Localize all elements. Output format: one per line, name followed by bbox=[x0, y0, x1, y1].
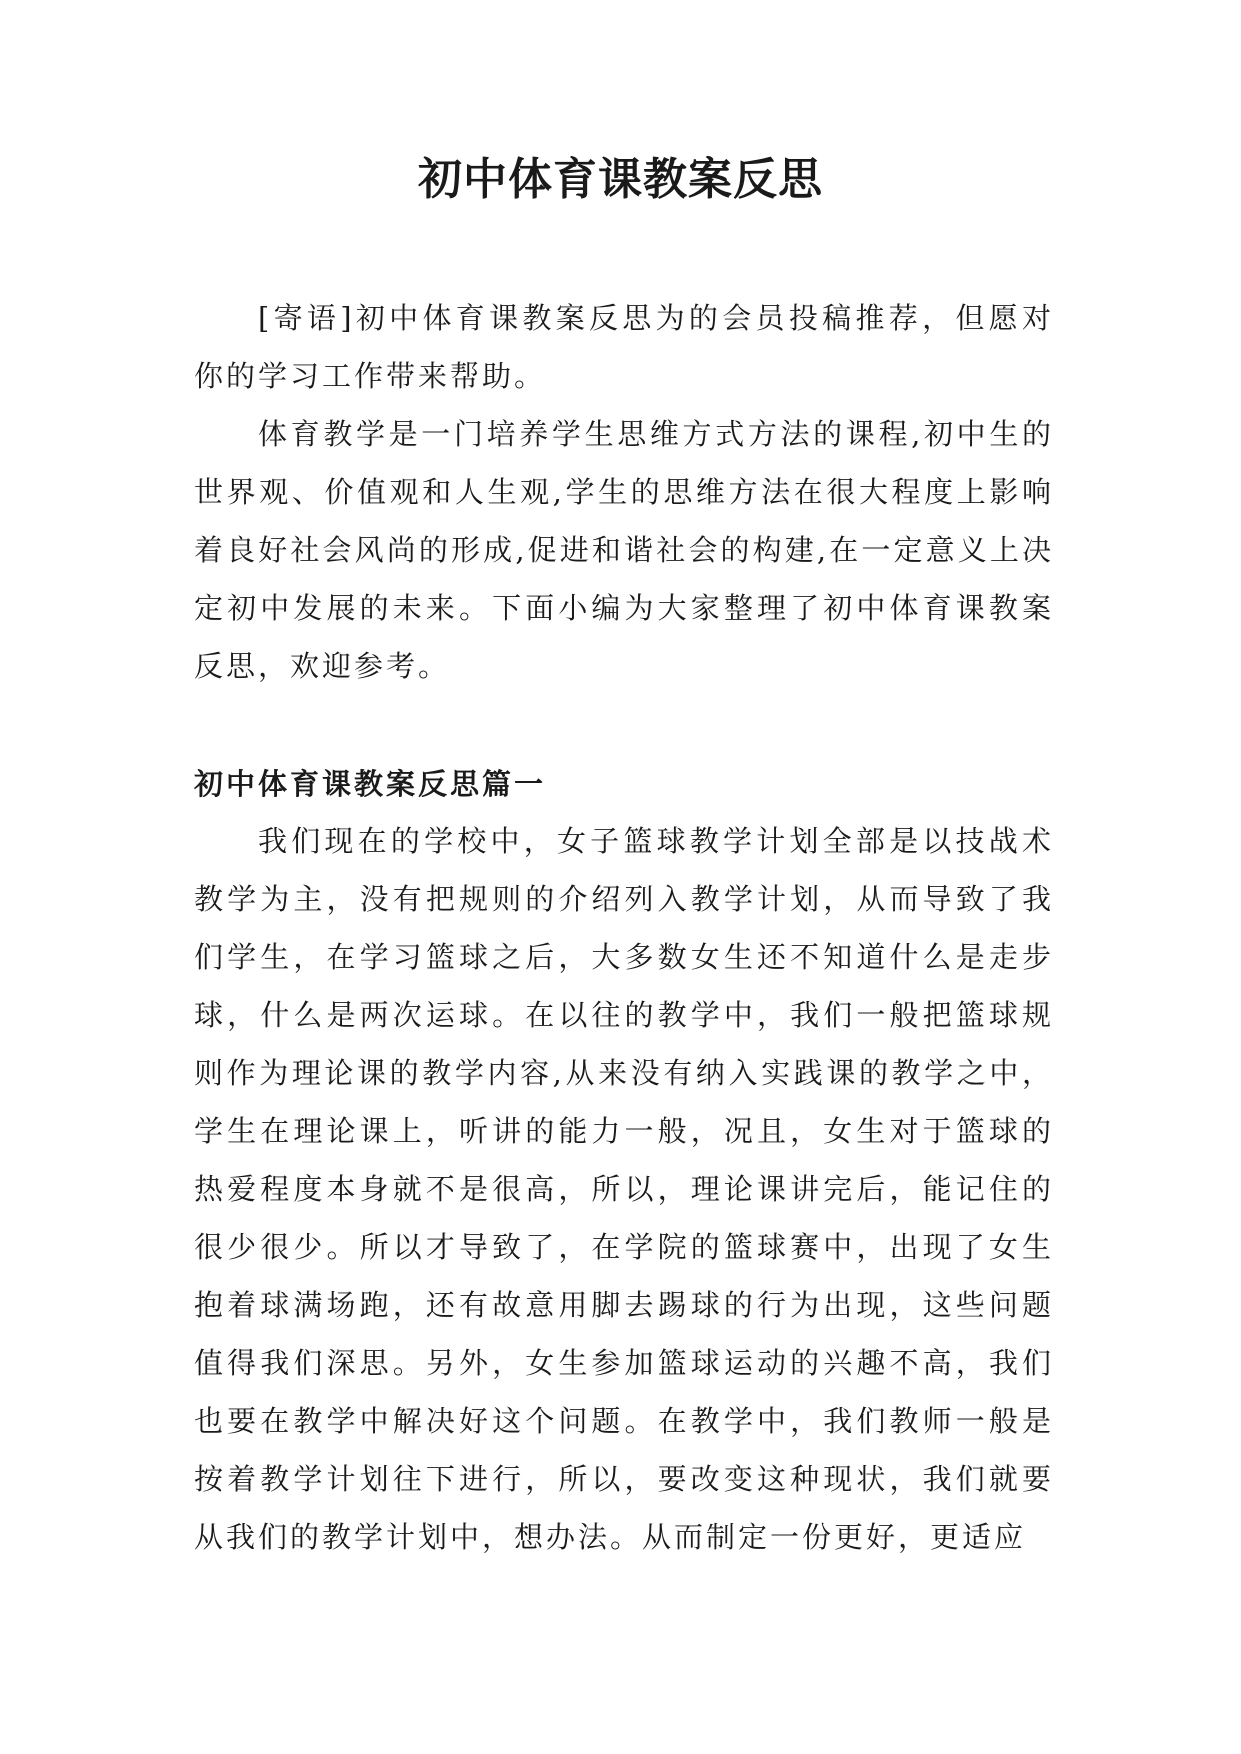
intro-paragraph: [寄语]初中体育课教案反思为的会员投稿推荐，但愿对你的学习工作带来帮助。 bbox=[194, 301, 1054, 393]
section-heading: 初中体育课教案反思篇一 bbox=[194, 767, 547, 801]
document-title: 初中体育课教案反思 bbox=[418, 154, 823, 205]
lead-paragraph: 体育教学是一门培养学生思维方式方法的课程,初中生的世界观、价值观和人生观,学生的思维方法在很大程度上影响着良好社会风尚的形成,促进和谐社会的构建,在一定意义上决定初中发展的未来。下面小编为大家整理了初中体育课教案反思，欢迎参考。 bbox=[194, 417, 1054, 683]
section-paragraph: 我们现在的学校中，女子篮球教学计划全部是以技战术教学为主，没有把规则的介绍列入教学计划，从而导致了我们学生，在学习篮球之后，大多数女生还不知道什么是走步球，什么是两次运球。在以往的教学中，我们一般把篮球规则作为理论课的教学内容,从来没有纳入实践课的教学之中，学生在理论课上，听讲的能力一般，况且，女生对于篮球的热爱程度本身就不是很高，所以，理论课讲完后，能记住的很少很少。所以才导致了，在学院的篮球赛中，出现了女生抱着球满场跑，还有故意用脚去踢球的行为出现，这些问题值得我们深思。另外，女生参加篮球运动的兴趣不高，我们也要在教学中解决好这个问题。在教学中，我们教师一般是按着教学计划往下进行，所以，要改变这种现状，我们就要从我们的教学计划中，想办法。从而制定一份更好，更适应 bbox=[194, 824, 1054, 1554]
